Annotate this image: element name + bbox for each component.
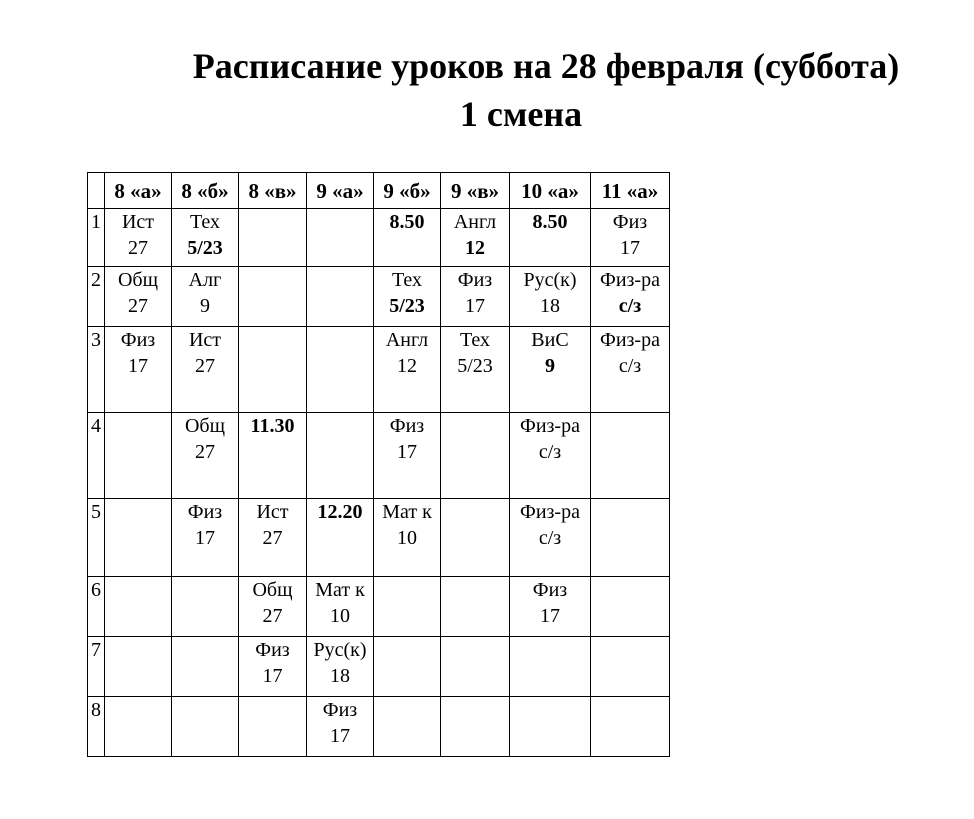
schedule-cell — [374, 697, 441, 757]
header-class: 8 «а» — [105, 173, 172, 209]
schedule-cell — [591, 577, 670, 637]
subject: Англ — [385, 329, 429, 351]
schedule-cell — [172, 327, 239, 413]
schedule-cell — [591, 209, 670, 267]
subject: Ист — [188, 329, 222, 351]
room: 5/23 — [187, 237, 223, 259]
schedule-cell — [441, 499, 510, 577]
room: 12 — [397, 355, 417, 377]
subject: Рус(к) — [313, 639, 367, 661]
schedule-cell — [239, 577, 307, 637]
table-row — [88, 637, 670, 697]
schedule-cell — [441, 209, 510, 267]
header-row — [88, 173, 670, 209]
subject: Англ — [453, 211, 497, 233]
schedule-cell — [510, 267, 591, 327]
schedule-cell — [591, 499, 670, 577]
header-lesson-number — [88, 173, 105, 209]
schedule-cell — [105, 267, 172, 327]
room: 27 — [195, 355, 215, 377]
schedule-cell — [307, 697, 374, 757]
start-time: 12.20 — [317, 501, 363, 523]
schedule-cell — [441, 637, 510, 697]
table-row — [88, 697, 670, 757]
schedule-cell — [591, 267, 670, 327]
room: с/з — [538, 441, 562, 463]
title-line-shift: 1 смена — [459, 94, 583, 134]
schedule-cell — [510, 577, 591, 637]
schedule-cell — [105, 327, 172, 413]
schedule-cell — [374, 327, 441, 413]
schedule-cell — [239, 637, 307, 697]
room: 27 — [262, 605, 283, 627]
room: 27 — [195, 441, 215, 463]
room: 17 — [540, 605, 560, 627]
lesson-number: 3 — [88, 327, 105, 413]
schedule-cell — [441, 267, 510, 327]
schedule-cell — [239, 327, 307, 413]
room: 10 — [330, 605, 350, 627]
room: 27 — [128, 295, 148, 317]
subject: Рус(к) — [523, 269, 577, 291]
schedule-cell — [172, 267, 239, 327]
lesson-number: 2 — [88, 267, 105, 327]
table-row — [88, 267, 670, 327]
subject: Тех — [189, 211, 221, 233]
table-row — [88, 577, 670, 637]
subject: Тех — [459, 329, 491, 351]
subject: Физ — [187, 501, 223, 523]
schedule-cell — [510, 209, 591, 267]
schedule-cell — [510, 413, 591, 499]
subject: Ист — [121, 211, 155, 233]
subject: Общ — [184, 415, 226, 437]
schedule-cell — [105, 637, 172, 697]
schedule-cell — [307, 327, 374, 413]
schedule-cell — [591, 637, 670, 697]
lesson-number: 4 — [88, 413, 105, 499]
header-class: 8 «б» — [172, 173, 239, 209]
start-time: 11.30 — [250, 415, 295, 437]
subject: Общ — [252, 579, 293, 601]
room: 27 — [262, 527, 283, 549]
schedule-cell — [510, 499, 591, 577]
schedule-cell — [374, 413, 441, 499]
table-row — [88, 209, 670, 267]
table-row — [88, 499, 670, 577]
schedule-cell — [239, 499, 307, 577]
subject: Физ — [532, 579, 568, 601]
room: 17 — [195, 527, 215, 549]
subject: Общ — [117, 269, 159, 291]
schedule-cell — [105, 499, 172, 577]
schedule-cell — [307, 499, 374, 577]
subject: Физ-ра — [520, 415, 580, 437]
schedule-cell — [374, 637, 441, 697]
schedule-cell — [591, 697, 670, 757]
room: 17 — [128, 355, 148, 377]
schedule-cell — [105, 413, 172, 499]
lesson-number: 8 — [88, 697, 105, 757]
table-row — [88, 327, 670, 413]
header-class: 9 «а» — [307, 173, 374, 209]
room: 18 — [330, 665, 350, 687]
schedule-cell — [510, 697, 591, 757]
subject: Физ-ра — [600, 269, 660, 291]
schedule-cell — [374, 209, 441, 267]
subject: Физ — [322, 699, 358, 721]
room: 5/23 — [389, 295, 425, 317]
room: 17 — [397, 441, 417, 463]
schedule-cell — [441, 413, 510, 499]
lesson-number: 6 — [88, 577, 105, 637]
subject: Физ-ра — [520, 501, 580, 523]
room: 9 — [545, 355, 555, 377]
room: 10 — [397, 527, 417, 549]
schedule-cell — [591, 327, 670, 413]
room: 17 — [620, 237, 640, 259]
subject: Алг — [188, 269, 222, 291]
schedule-cell — [172, 637, 239, 697]
subject: ВиС — [531, 329, 569, 351]
schedule-cell — [307, 413, 374, 499]
header-class: 9 «в» — [441, 173, 510, 209]
schedule-cell — [307, 209, 374, 267]
header-class: 10 «а» — [510, 173, 591, 209]
lesson-number: 5 — [88, 499, 105, 577]
room: с/з — [618, 295, 642, 317]
subject: Мат к — [382, 501, 432, 523]
schedule-cell — [441, 327, 510, 413]
schedule-table — [87, 172, 670, 757]
subject: Физ — [255, 639, 290, 661]
schedule-cell — [441, 697, 510, 757]
schedule-cell — [510, 637, 591, 697]
room: 5/23 — [457, 355, 493, 377]
schedule-cell — [591, 413, 670, 499]
subject: Физ-ра — [600, 329, 660, 351]
room: 17 — [465, 295, 485, 317]
subject: Физ — [389, 415, 425, 437]
schedule-cell — [172, 577, 239, 637]
table-row — [88, 413, 670, 499]
schedule-cell — [374, 577, 441, 637]
schedule-cell — [105, 697, 172, 757]
subject: Физ — [612, 211, 648, 233]
header-class: 11 «а» — [591, 173, 670, 209]
schedule-cell — [239, 413, 307, 499]
subject: Ист — [256, 501, 289, 523]
subject: Тех — [391, 269, 423, 291]
room: 12 — [465, 237, 485, 259]
page-title — [140, 42, 952, 138]
room: 17 — [330, 725, 350, 747]
start-time: 8.50 — [532, 211, 568, 233]
room: с/з — [618, 355, 642, 377]
subject: Физ — [457, 269, 493, 291]
header-class: 8 «в» — [239, 173, 307, 209]
schedule-cell — [239, 267, 307, 327]
schedule-cell — [239, 209, 307, 267]
schedule-cell — [172, 499, 239, 577]
schedule-cell — [172, 209, 239, 267]
lesson-number: 1 — [88, 209, 105, 267]
schedule-cell — [441, 577, 510, 637]
schedule-cell — [172, 413, 239, 499]
title-line-date: Расписание уроков на 28 февраля (суббота) — [192, 46, 900, 86]
schedule-cell — [172, 697, 239, 757]
start-time: 8.50 — [389, 211, 425, 233]
room: 18 — [540, 295, 560, 317]
schedule-cell — [239, 697, 307, 757]
schedule-cell — [105, 209, 172, 267]
lesson-number: 7 — [88, 637, 105, 697]
subject: Физ — [120, 329, 156, 351]
subject: Мат к — [315, 579, 365, 601]
schedule-cell — [105, 577, 172, 637]
room: 17 — [262, 665, 283, 687]
schedule-cell — [510, 327, 591, 413]
room: 9 — [200, 295, 210, 317]
schedule-cell — [374, 499, 441, 577]
schedule-cell — [307, 267, 374, 327]
room: 27 — [128, 237, 148, 259]
schedule-cell — [307, 637, 374, 697]
schedule-cell — [374, 267, 441, 327]
room: с/з — [538, 527, 562, 549]
header-class: 9 «б» — [374, 173, 441, 209]
schedule-cell — [307, 577, 374, 637]
